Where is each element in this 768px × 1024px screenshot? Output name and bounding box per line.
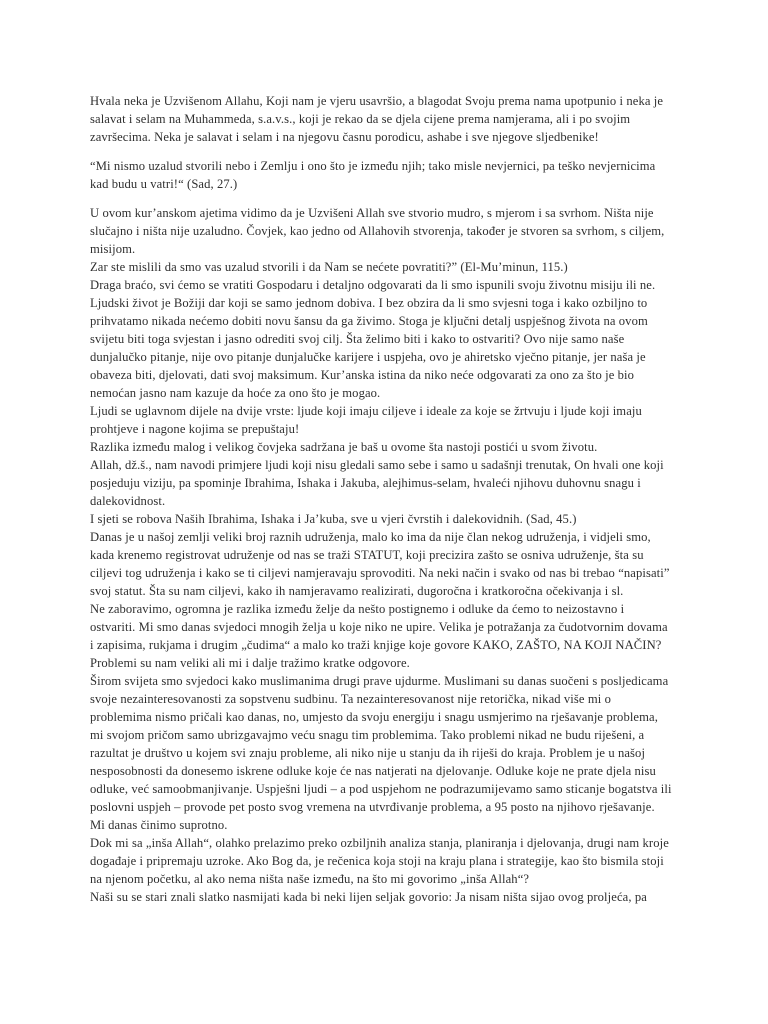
body-paragraph: Allah, dž.š., nam navodi primjere ljudi koji nisu gledali samo sebe i samo u sadašnji trenutak, On hvali one koji posjeduju viziju, pa spominje Ibrahima, Ishaka i Jakuba, alejhimus-selam, hvaleći njihovu duhovnu snagu i dalekovidnost. — [90, 458, 664, 508]
intro-paragraph: Hvala neka je Uzvišenom Allahu, Koji nam je vjeru usavršio, a blagodat Svoju prema nama upotpunio i neka je salavat i selam na Muhammeda, s.a.v.s., koji je rekao da se djela cijene prema namjerama, ali i po svojim završecima. Neka je salavat i selam i na njegovu časnu porodicu, ashabe i sve njegove sljedbenike! — [90, 94, 664, 144]
body-paragraph: Ne zaboravimo, ogromna je razlika između želje da nešto postignemo i odluke da ćemo to neizostavno i ostvariti. Mi smo danas svjedoci mnogih želja u koje niko ne upire. Velika je potražanja za čudotvornim dovama i zapisima, rukjama i drugim „čudima“ a malo ko traži knjige koje govore KAKO, ZAŠTO, NA KOJI NAČIN? Problemi su nam veliki ali mi i dalje tražimo kratke odgovore. — [90, 602, 668, 670]
body-paragraph: U ovom kur’anskom ajetima vidimo da je Uzvišeni Allah sve stvorio mudro, s mjerom i sa svrhom. Ništa nije slučajno i ništa nije uzaludno. Čovjek, kao jedno od Allahovih stvorenja, također je stvoren sa svrhom, s ciljem, misijom. — [90, 206, 665, 256]
body-paragraph: Dok mi sa „inša Allah“, olahko prelazimo preko ozbiljnih analiza stanja, planiranja i djelovanja, drugi nam kroje događaje i pripremaju uzroke. Ako Bog da, je rečenica koja stoji na kraju plana i strategije, kao što bismila stoji na njenom početku, al ako nema ništa naše između, na što mi govorimo „inša Allah“? — [90, 836, 669, 886]
document-body — [90, 92, 672, 906]
body-paragraph: Danas je u našoj zemlji veliki broj raznih udruženja, malo ko ima da nije član nekog udruženja, i vidjeli smo, kada krenemo registrovat udruženje od nas se traži STATUT, koji precizira zašto se osniva udruženje, šta su ciljevi tog udruženja i kako se ti ciljevi namjeravaju sprovoditi. Na neki način i svako od nas bi trebao “napisati” svoj statut. Šta su nam ciljevi, kako ih namjeravamo realizirati, dugoročna i kratkoročna očekivanja i sl. — [90, 530, 670, 598]
quran-quote-sad-45: I sjeti se robova Naših Ibrahima, Ishaka i Ja’kuba, sve u vjeri čvrstih i dalekovidnih. (Sad, 45.) — [90, 512, 577, 526]
quran-quote-sad-27: “Mi nismo uzalud stvorili nebo i Zemlju i ono što je između njih; tako misle nevjernici, pa teško nevjernicima kad budu u vatri!“ (Sad, 27.) — [90, 159, 656, 191]
body-paragraph: Razlika između malog i velikog čovjeka sadržana je baš u ovome šta nastoji postići u svom životu. — [90, 440, 598, 454]
body-paragraph: Širom svijeta smo svjedoci kako muslimanima drugi prave ujdurme. Muslimani su danas suočeni s posljedicama svoje nezainteresovanosti za sopstvenu sudbinu. Ta nezainteresovanost nije retorička, nikad više mi o problemima nismo pričali kao danas, no, umjesto da svoju energiju i snagu usmjerimo na rješavanje problema, mi svojom pričom samo ubrizgavajmo veću snagu tim problemima. Tako problemi nikad ne budu riješeni, a razultat je društvo u kojem svi znaju probleme, ali niko nije u stanju da ih riješi do kraja. Problem je u našoj nesposobnosti da donesemo iskrene odluke koje će nas natjerati na djelovanje. Odluke koje ne prate djela nisu odluke, već samoobmanjivanje. Uspješni ljudi – a pod uspjehom ne podrazumijevamo samo sticanje bogatstva ili poslovni uspjeh – provode pet posto svog vremena na utvrđivanje problema, a 95 posto na njihovo rješavanje. Mi danas činimo suprotno. — [90, 674, 672, 832]
body-paragraph-truncated: Naši su se stari znali slatko nasmijati kada bi neki lijen seljak govorio: Ja nisam ništa sijao ovog proljeća, pa — [90, 890, 647, 904]
quran-quote-el-muminun-115: Zar ste mislili da smo vas uzalud stvorili i da Nam se nećete povratiti?” (El-Mu’minun, 115.) — [90, 260, 568, 274]
body-paragraph: Draga braćo, svi ćemo se vratiti Gospodaru i detaljno odgovarati da li smo ispunili svoju životnu misiju ili ne. Ljudski život je Božiji dar koji se samo jednom dobiva. I bez obzira da li smo svjesni toga i kako ozbiljno to prihvatamo nikada nećemo dobiti novu šansu da ga živimo. Stoga je ključni detalj uspješnog života na ovom svijetu biti toga svjestan i jasno odrediti svoj cilj. Šta želimo biti i kako to ostvariti? Ovo nije samo naše dunjalučko pitanje, nije ovo pitanje dunjalučke karijere i uspjeha, ovo je ahiretsko vječno pitanje, jer naša je obaveza biti, djelovati, dati svoj maksimum. Kur’anska istina da niko neće odgovarati za ono za što je bio nemoćan jasno nam kazuje da hoće za ono što je mogao. — [90, 278, 656, 400]
body-paragraph: Ljudi se uglavnom dijele na dvije vrste: ljude koji imaju ciljeve i ideale za koje se žrtvuju i ljude koji imaju prohtjeve i nagone kojima se prepuštaju! — [90, 404, 642, 436]
